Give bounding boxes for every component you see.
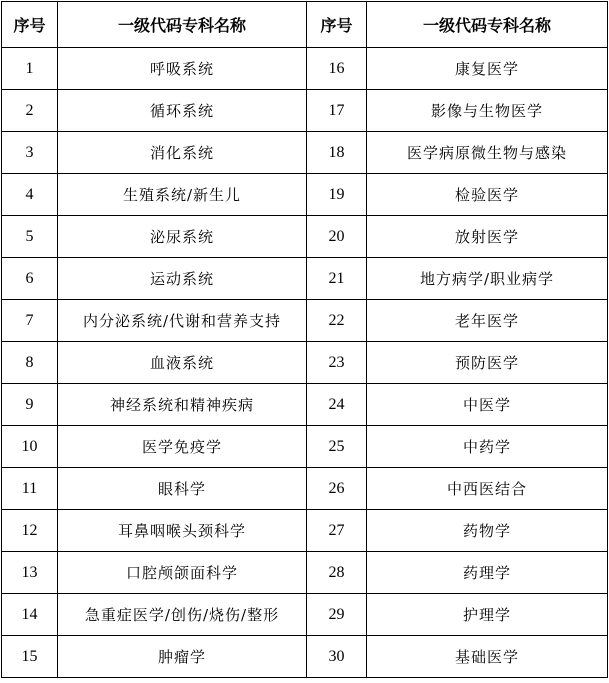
row-number-left: 7 [2, 300, 58, 342]
row-number-right: 23 [307, 342, 367, 384]
specialty-name-left: 眼科学 [58, 468, 307, 510]
row-number-right: 30 [307, 636, 367, 678]
row-number-right: 19 [307, 174, 367, 216]
specialty-name-right: 影像与生物医学 [367, 90, 608, 132]
specialty-name-right: 护理学 [367, 594, 608, 636]
row-number-right: 17 [307, 90, 367, 132]
table-row [2, 426, 608, 468]
table-row [2, 510, 608, 552]
specialty-name-right: 中药学 [367, 426, 608, 468]
table-row [2, 468, 608, 510]
table-row [2, 216, 608, 258]
row-number-right: 21 [307, 258, 367, 300]
row-number-right: 22 [307, 300, 367, 342]
row-number-left: 4 [2, 174, 58, 216]
row-number-right: 18 [307, 132, 367, 174]
row-number-right: 26 [307, 468, 367, 510]
table-body [2, 48, 608, 678]
specialty-name-left: 医学免疫学 [58, 426, 307, 468]
specialty-name-left: 泌尿系统 [58, 216, 307, 258]
row-number-left: 14 [2, 594, 58, 636]
specialty-name-left: 内分泌系统/代谢和营养支持 [58, 300, 307, 342]
row-number-left: 3 [2, 132, 58, 174]
specialty-name-left: 肿瘤学 [58, 636, 307, 678]
specialty-name-right: 中西医结合 [367, 468, 608, 510]
row-number-right: 16 [307, 48, 367, 90]
specialty-name-right: 药物学 [367, 510, 608, 552]
row-number-right: 27 [307, 510, 367, 552]
specialty-name-left: 急重症医学/创伤/烧伤/整形 [58, 594, 307, 636]
table-row [2, 636, 608, 678]
specialty-name-right: 地方病学/职业病学 [367, 258, 608, 300]
row-number-left: 9 [2, 384, 58, 426]
table-row [2, 174, 608, 216]
specialty-name-left: 神经系统和精神疾病 [58, 384, 307, 426]
specialty-name-right: 基础医学 [367, 636, 608, 678]
table-row [2, 342, 608, 384]
specialty-name-left: 口腔颅颌面科学 [58, 552, 307, 594]
specialty-name-left: 血液系统 [58, 342, 307, 384]
row-number-right: 29 [307, 594, 367, 636]
row-number-left: 6 [2, 258, 58, 300]
header-name-left: 一级代码专科名称 [58, 2, 307, 48]
specialty-name-right: 药理学 [367, 552, 608, 594]
table-row [2, 90, 608, 132]
specialty-name-left: 运动系统 [58, 258, 307, 300]
row-number-left: 10 [2, 426, 58, 468]
header-no-left: 序号 [2, 2, 58, 48]
row-number-left: 12 [2, 510, 58, 552]
specialty-name-right: 中医学 [367, 384, 608, 426]
table-row [2, 48, 608, 90]
specialty-name-left: 呼吸系统 [58, 48, 307, 90]
table-row [2, 594, 608, 636]
specialty-name-right: 放射医学 [367, 216, 608, 258]
row-number-left: 13 [2, 552, 58, 594]
table-row [2, 300, 608, 342]
row-number-left: 8 [2, 342, 58, 384]
specialty-name-right: 康复医学 [367, 48, 608, 90]
specialty-name-left: 耳鼻咽喉头颈科学 [58, 510, 307, 552]
table-row [2, 384, 608, 426]
specialty-name-right: 预防医学 [367, 342, 608, 384]
header-name-right: 一级代码专科名称 [367, 2, 608, 48]
specialty-table [1, 1, 608, 678]
row-number-left: 5 [2, 216, 58, 258]
table-row [2, 552, 608, 594]
row-number-right: 28 [307, 552, 367, 594]
row-number-left: 11 [2, 468, 58, 510]
specialty-name-left: 消化系统 [58, 132, 307, 174]
header-no-right: 序号 [307, 2, 367, 48]
row-number-left: 1 [2, 48, 58, 90]
row-number-right: 20 [307, 216, 367, 258]
row-number-left: 15 [2, 636, 58, 678]
specialty-name-left: 循环系统 [58, 90, 307, 132]
table-row [2, 258, 608, 300]
row-number-left: 2 [2, 90, 58, 132]
specialty-name-right: 检验医学 [367, 174, 608, 216]
row-number-right: 25 [307, 426, 367, 468]
specialty-name-right: 老年医学 [367, 300, 608, 342]
table-row [2, 132, 608, 174]
specialty-name-left: 生殖系统/新生儿 [58, 174, 307, 216]
row-number-right: 24 [307, 384, 367, 426]
table-header [2, 2, 608, 48]
specialty-name-right: 医学病原微生物与感染 [367, 132, 608, 174]
